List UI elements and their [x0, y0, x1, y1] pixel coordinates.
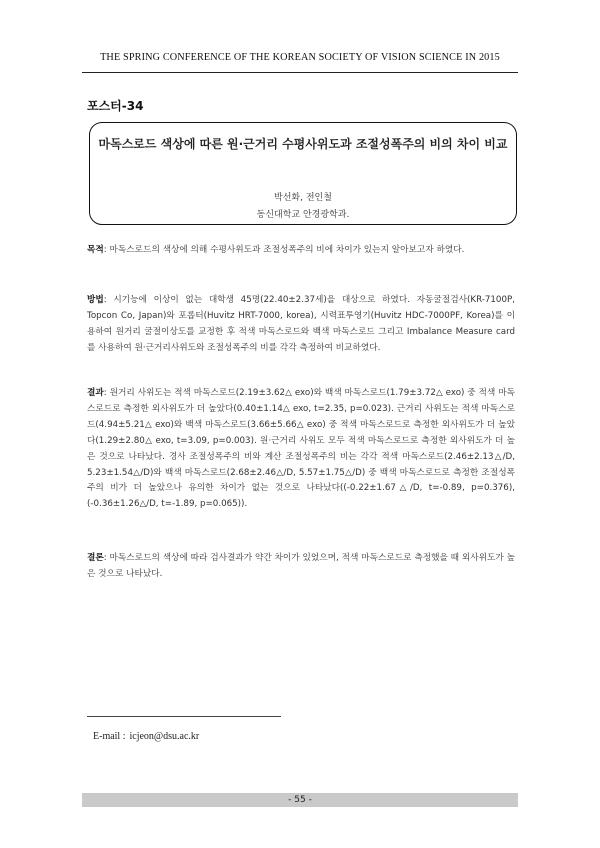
conclusion-section — [87, 551, 515, 583]
header-divider — [82, 72, 518, 73]
results-text: : 원거리 사위도는 적색 마독스로드(2.19±3.62△ exo)와 백색 마독스로드(1.79±3.72△ exo) 중 적색 마독스로드로 측정한 외사위도가 더 높았다(0.40±1.14△ exo, t=2.35, p=0.023). 근거리 사위도는 적색 마독스로드(4.94±5.21△ exo)와 백색 마독스로드(3.66±5.66△ exo) 중 적색 마독스로드로 측정한 외사위도가 더 높았다(1.29±2.80△ exo, t=3.09, p=0.003). 원·근거리 사위도 모두 적색 마독스로드로 측정한 외사위도가 더 높은 것으로 나타났다. 경사 조절성폭주의 비와 계산 조절성폭주의 비는 각각 적색 마독스로드(2.46±2.13△/D, 5.23±1.54△/D)와 백색 마독스로드(2.68±2.46△/D, 5.57±1.75△/D) 중 백색 마독스로드로 측정한 조절성폭주의 비가 더 높았으나 유의한 차이가 없는 것으로 나타났다((-0.22±1.67△/D, t=-0.89, p=0.376), (-0.36±1.26△/D, t=-1.89, p=0.065)). — [87, 388, 515, 510]
poster-number: 포스터-34 — [87, 99, 144, 113]
results-section — [87, 386, 515, 513]
methods-text: : 시기능에 이상이 없는 대학생 45명(22.40±2.37세)을 대상으로 하였다. 자동굴절검사(KR-7100P, Topcon Co, Japan)와 포롭터(Huvitz HRT-7000, korea), 시력표투영기(Huvitz HDC-7000PF, Korea)를 이용하여 원거리 굴절이상도를 교정한 후 적색 마독스로드와 백색 마독스로드 그리고 Imbalance Measure card를 사용하여 원·근거리사위도와 조절성폭주의 비를 각각 측정하여 비교하였다. — [87, 295, 515, 353]
running-header: THE SPRING CONFERENCE OF THE KOREAN SOCIETY OF VISION SCIENCE IN 2015 — [100, 52, 500, 63]
purpose-section — [87, 243, 515, 259]
affiliation: 동신대학교 안경광학과. — [256, 210, 350, 220]
footnote-divider — [87, 716, 281, 717]
paper-title: 마독스로드 색상에 따른 원·근거리 수평사위도과 조절성폭주의 비의 차이 비교 — [98, 137, 508, 151]
email-address: icjeon@dsu.ac.kr — [129, 731, 200, 742]
footer-bar — [82, 793, 518, 807]
purpose-label: 목적 — [87, 245, 104, 255]
results-label: 결과 — [87, 388, 104, 398]
title-box — [89, 122, 517, 225]
page-number: - 55 - — [288, 795, 312, 805]
methods-label: 방법 — [87, 295, 104, 305]
purpose-text: : 마독스로드의 색상에 의해 수평사위도과 조절성폭주의 비에 차이가 있는지 알아보고자 하였다. — [103, 245, 465, 255]
conclusion-text: : 마독스로드의 색상에 따라 검사결과가 약간 차이가 있었으며, 적색 마독스로드로 측정했을 때 외사위도가 높은 것으로 나타났다. — [87, 553, 515, 579]
authors: 박선화, 전인철 — [274, 193, 332, 203]
footnote-email — [93, 731, 199, 742]
email-label: E-mail : — [93, 731, 126, 742]
conclusion-label: 결론 — [87, 553, 104, 563]
methods-section — [87, 293, 515, 357]
